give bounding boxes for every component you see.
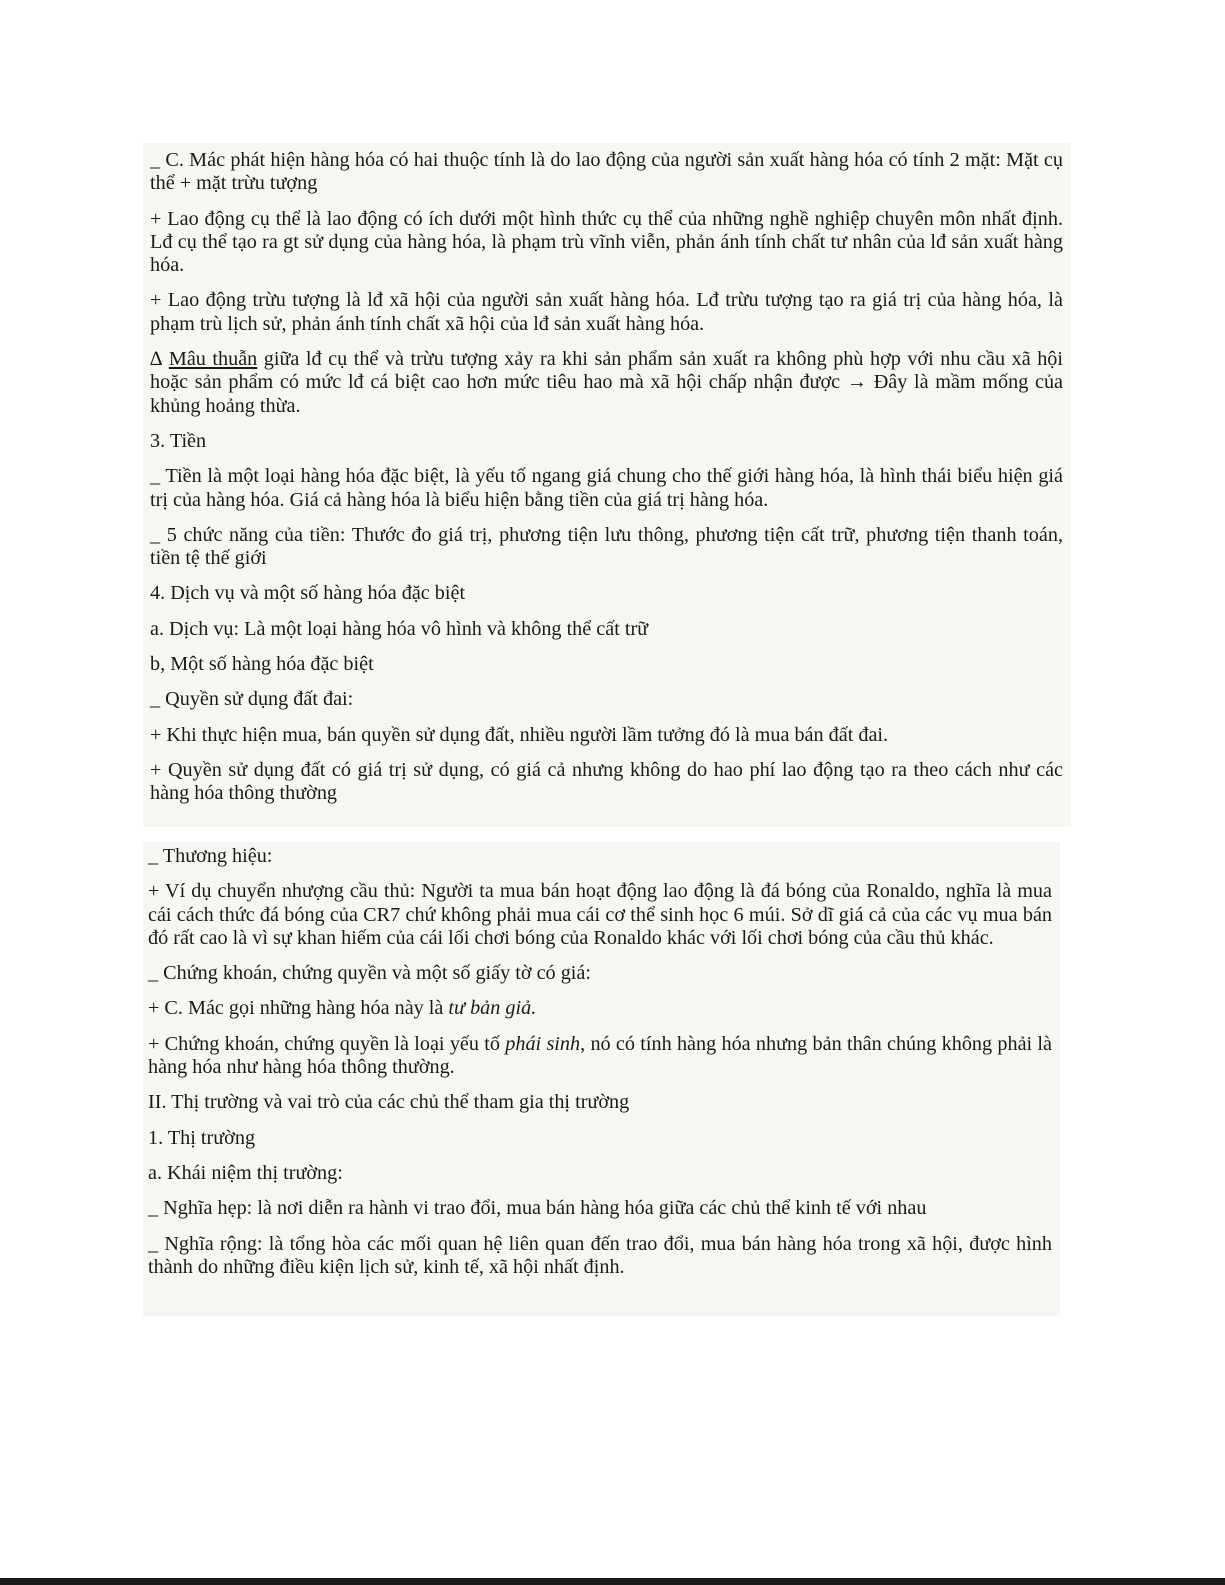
paragraph-abstract-labor: + Lao động trừu tượng là lđ xã hội của người sản xuất hàng hóa. Lđ trừu tượng tạo ra giá trị của hàng hóa, là phạm trù lịch sử, phản ánh tính chất xã hội của lđ sản xuất hàng hóa. bbox=[150, 289, 1063, 335]
paragraph-derivatives bbox=[148, 1033, 1052, 1080]
paragraph-land-use-value: + Quyền sử dụng đất có giá trị sử dụng, có giá cả nhưng không do hao phí lao động tạo ra theo cách như các hàng hóa thông thường bbox=[150, 758, 1063, 805]
text-block-2 bbox=[143, 842, 1060, 1316]
text-block-1 bbox=[143, 143, 1071, 827]
italic-term-fictitious-capital: tư bản giả. bbox=[448, 997, 537, 1020]
italic-term-derivative: phái sinh bbox=[505, 1032, 581, 1055]
derivatives-text: + Chứng khoán, chứng quyền là loại yếu tố bbox=[148, 1032, 506, 1055]
paragraph-contradiction bbox=[150, 348, 1063, 418]
paragraph-land-trade-misconception: + Khi thực hiện mua, bán quyền sử dụng đất, nhiều người lầm tưởng đó là mua bán đất đai. bbox=[150, 723, 889, 746]
heading-services-special-goods: 4. Dịch vụ và một số hàng hóa đặc biệt bbox=[150, 582, 466, 605]
derivatives-conclusion: , nó có tính hàng hóa nhưng bản thân chúng không phải là hàng hóa như hàng hóa thông thường. bbox=[148, 1032, 1053, 1079]
heading-market: 1. Thị trường bbox=[148, 1126, 256, 1149]
bottom-edge-bar bbox=[0, 1578, 1225, 1585]
paragraph-fictitious-capital bbox=[148, 997, 1052, 1020]
right-arrow-icon: → bbox=[846, 371, 868, 394]
contradiction-text: giữa lđ cụ thể và trừu tượng xảy ra khi sản phẩm sản xuất ra không phù hợp với nhu cầu xã hội hoặc sản phẩm có mức lđ cá biệt cao hơn mức tiêu hao mà xã hội chấp nhận được bbox=[150, 348, 1063, 394]
heading-market-concept: a. Khái niệm thị trường: bbox=[148, 1161, 343, 1184]
paragraph-broad-meaning: _ Nghĩa rộng: là tổng hòa các mối quan hệ liên quan đến trao đổi, mua bán hàng hóa trong xã hội, được hình thành do những điều kiện lịch sử, kinh tế, xã hội nhất định. bbox=[148, 1232, 1052, 1278]
paragraph-land-use-rights: _ Quyền sử dụng đất đai: bbox=[150, 688, 354, 711]
paragraph-two-aspects-of-labor: _ C. Mác phát hiện hàng hóa có hai thuộc tính là do lao động của người sản xuất hàng hóa có tính 2 mặt: Mặt cụ thể + mặt trừu tượng bbox=[150, 149, 1063, 195]
delta-symbol: ∆ bbox=[150, 348, 169, 371]
paragraph-services: a. Dịch vụ: Là một loại hàng hóa vô hình và không thể cất trữ bbox=[150, 617, 649, 640]
paragraph-money-definition: _ Tiền là một loại hàng hóa đặc biệt, là yếu tố ngang giá chung cho thế giới hàng hóa, là hình thái biểu hiện giá trị của hàng hóa. Giá cả hàng hóa là biểu hiện bằng tiền của giá trị hàng hóa. bbox=[150, 465, 1063, 511]
contradiction-conclusion: Đây là mầm mống của khủng hoảng thừa. bbox=[150, 371, 1063, 417]
paragraph-player-transfer-example: + Ví dụ chuyển nhượng cầu thủ: Người ta mua bán hoạt động lao động là đá bóng của Ronaldo, nghĩa là mua cái cách thức đá bóng của CR7 chứ không phải mua cái cơ thể sinh học 6 múi. Sở dĩ giá cả của các vụ mua bán đó rất cao là vì sự khan hiếm của cái lối chơi bóng của Ronaldo khác với lối chơi bóng của cầu thủ khác. bbox=[148, 880, 1052, 949]
underlined-term-contradiction: Mâu thuẫn bbox=[168, 348, 258, 371]
heading-money: 3. Tiền bbox=[150, 429, 207, 452]
paragraph-brand: _ Thương hiệu: bbox=[148, 845, 273, 867]
heading-special-goods: b, Một số hàng hóa đặc biệt bbox=[150, 653, 374, 676]
heading-market-section: II. Thị trường và vai trò của các chủ thể tham gia thị trường bbox=[148, 1091, 630, 1114]
paragraph-money-functions: _ 5 chức năng của tiền: Thước đo giá trị, phương tiện lưu thông, phương tiện cất trữ, phương tiện thanh toán, tiền tệ thế giới bbox=[150, 523, 1063, 570]
paragraph-securities: _ Chứng khoán, chứng quyền và một số giấy tờ có giá: bbox=[148, 962, 591, 985]
fictitious-capital-text: + C. Mác gọi những hàng hóa này là bbox=[148, 997, 449, 1020]
paragraph-narrow-meaning: _ Nghĩa hẹp: là nơi diễn ra hành vi trao đổi, mua bán hàng hóa giữa các chủ thể kinh tế với nhau bbox=[148, 1197, 927, 1220]
paragraph-concrete-labor: + Lao động cụ thể là lao động có ích dưới một hình thức cụ thể của những nghề nghiệp chuyên môn nhất định. Lđ cụ thể tạo ra gt sử dụng của hàng hóa, là phạm trù vĩnh viễn, phản ánh tính chất tư nhân của lđ sản xuất hàng hóa. bbox=[150, 207, 1063, 277]
